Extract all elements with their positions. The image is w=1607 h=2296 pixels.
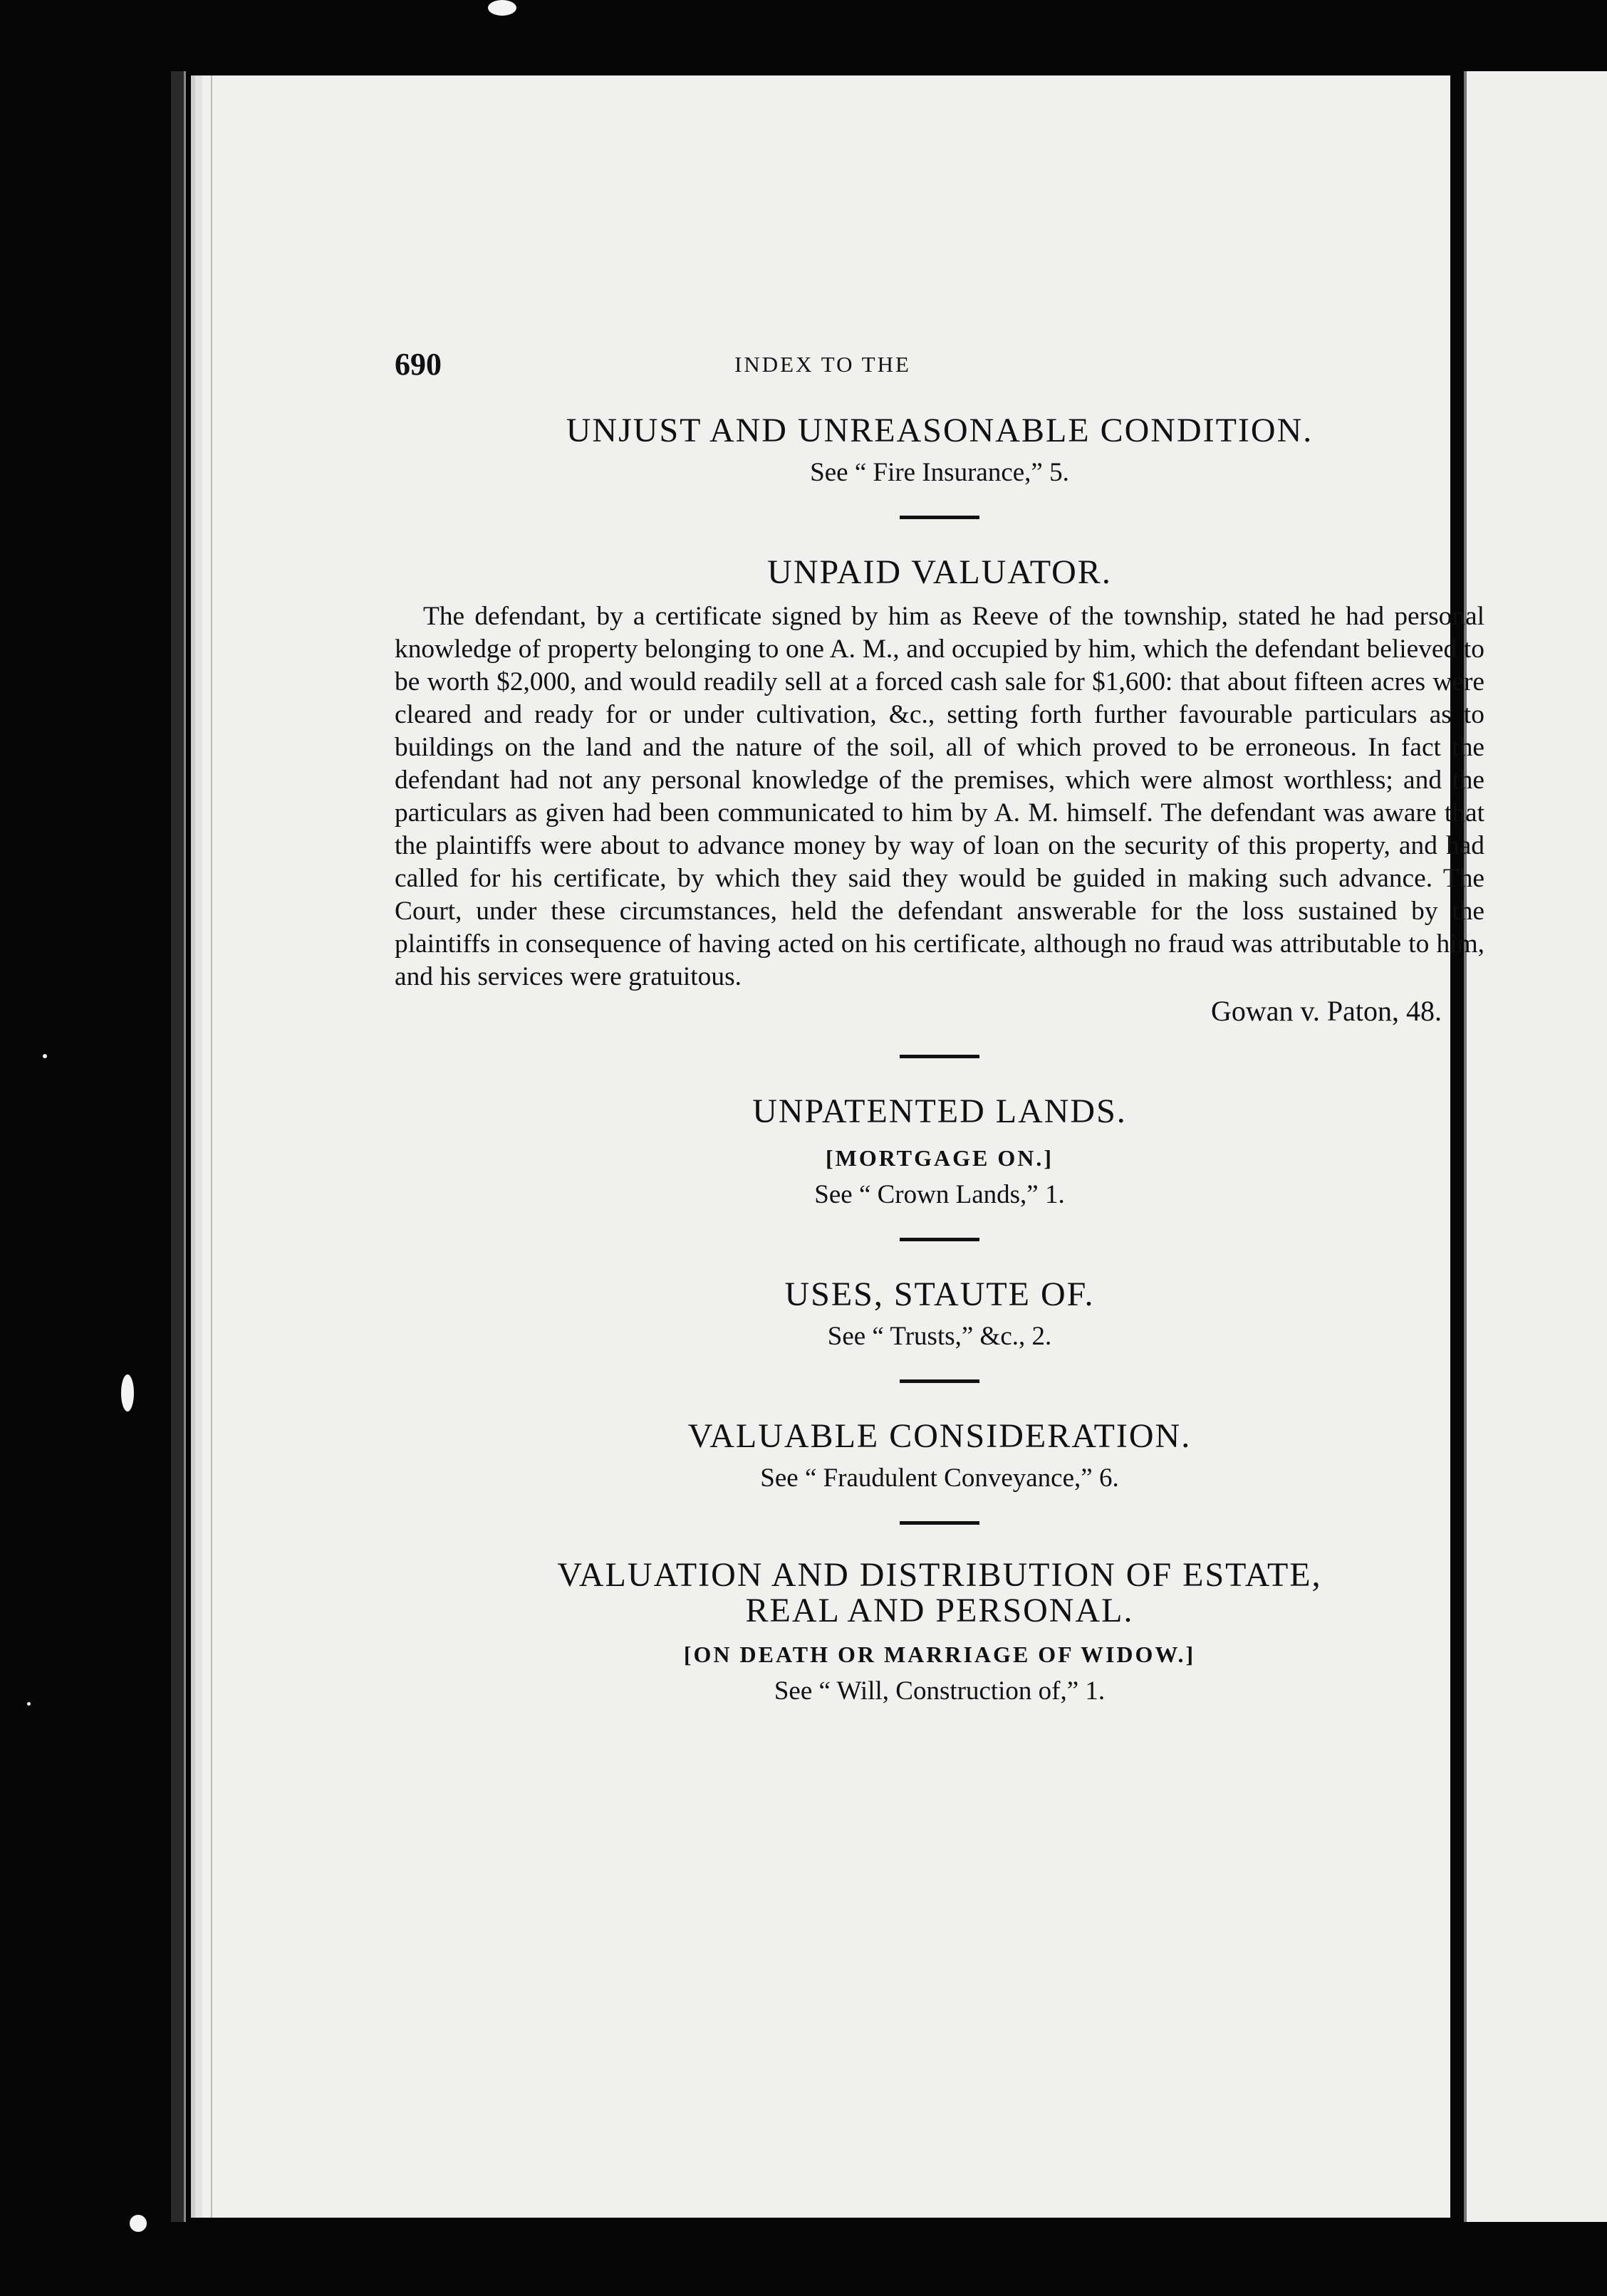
entry-heading: VALUABLE CONSIDERATION. <box>687 1417 1192 1455</box>
entry-subheading: [MORTGAGE ON.] <box>826 1145 1054 1171</box>
see-reference: See “ Will, Construction of,” 1. <box>774 1676 1106 1706</box>
entry-heading: UNPAID VALUATOR. <box>767 553 1112 591</box>
scan-speck <box>43 1054 47 1058</box>
section-divider <box>900 1379 979 1383</box>
scan-speck <box>488 0 516 16</box>
index-entry <box>395 410 1484 490</box>
entry-heading: USES, STAUTE OF. <box>784 1275 1095 1313</box>
entry-subheading: [ON DEATH OR MARRIAGE OF WIDOW.] <box>683 1642 1196 1667</box>
index-entry <box>395 1091 1484 1212</box>
index-entry <box>395 1416 1484 1496</box>
section-divider <box>900 1238 979 1241</box>
see-reference: See “ Crown Lands,” 1. <box>814 1180 1065 1209</box>
adjacent-page-edge <box>1464 71 1607 2222</box>
see-reference: See “ Fire Insurance,” 5. <box>810 458 1069 487</box>
section-divider <box>900 1055 979 1058</box>
section-divider <box>900 1521 979 1525</box>
index-content <box>395 410 1484 1708</box>
entry-heading: UNJUST AND UNREASONABLE CONDITION. <box>566 412 1314 449</box>
entry-heading-continued: REAL AND PERSONAL. <box>745 1592 1134 1629</box>
entry-heading: VALUATION AND DISTRIBUTION OF ESTATE, <box>557 1556 1322 1594</box>
scan-speck <box>130 2215 147 2232</box>
index-entry <box>395 552 1484 1029</box>
left-page-edge <box>171 71 186 2222</box>
scan-speck <box>121 1374 134 1411</box>
see-reference: See “ Fraudulent Conveyance,” 6. <box>760 1463 1119 1493</box>
scan-speck <box>27 1702 31 1706</box>
book-page <box>191 75 1484 2218</box>
section-divider <box>900 516 979 519</box>
entry-heading: UNPATENTED LANDS. <box>752 1092 1127 1130</box>
index-entry <box>395 1274 1484 1354</box>
see-reference: See “ Trusts,” &c., 2. <box>827 1322 1052 1351</box>
page-number: 690 <box>395 347 442 382</box>
index-entry <box>395 1557 1484 1708</box>
case-citation: Gowan v. Paton, 48. <box>1210 995 1442 1027</box>
entry-body <box>395 600 1484 993</box>
entry-paragraph: The defendant, by a certificate signed by him as Reeve of the township, stated he had personal knowledge of property belonging to one A. M., and occupied by him, which the defendant believed to be worth $2,000, and would readily sell at a forced cash sale for $1,600: that about fifteen acres were cleared and ready for or under cultivation, &c., setting forth further favourable particulars as to buildings on the land and the nature of the soil, all of which proved to be erroneous. In fact the defendant had not any personal knowledge of the premises, which were almost worthless; and the particulars as given had been communicated to him by A. M. himself. The defendant was aware that the plaintiffs were about to advance money by way of loan on the security of this property, and had called for his certificate, by which they said they would be guided in making such advance. The Court, under these circumstances, held the defendant answerable for the loss sustained by the plaintiffs in consequence of having acted on his certificate, although no fraud was attributable to him, and his services were gratuitous. <box>395 602 1484 991</box>
running-head: INDEX TO THE <box>734 352 911 377</box>
